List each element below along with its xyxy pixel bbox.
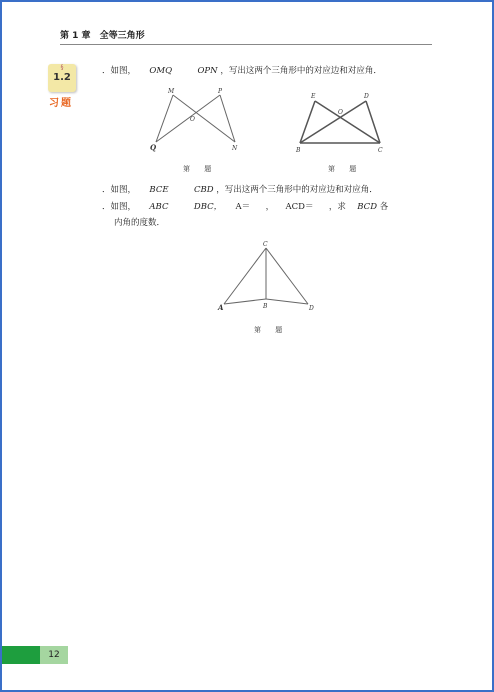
fig2-label-c: C [378, 147, 383, 154]
problem-2-suffix: ，写出这两个三角形中的对应边和对应角． [216, 185, 378, 195]
problem-1-suffix: ，写出这两个三角形中的对应边和对应角． [220, 66, 382, 76]
fig1-label-o: O [190, 116, 195, 123]
fig2-label-b: B [296, 147, 301, 154]
problem-2-triangle-a: BCE [149, 185, 169, 195]
problem-2-prefix: ．如图， [102, 185, 137, 195]
problem-3-line-2: 内角的度数． [114, 218, 166, 228]
fig1-label-p: P [218, 88, 223, 95]
section-tag [48, 64, 76, 92]
problem-3-triangle-a: ABC [149, 202, 169, 212]
page-number: 12 [40, 646, 68, 664]
problem-3-angle-a: A＝ [235, 202, 251, 212]
figure-3-caption: 第 题 [254, 326, 289, 334]
figure-1-caption: 第 题 [183, 165, 218, 173]
fig1-label-m: M [168, 88, 175, 95]
chapter-title: 全等三角形 [99, 31, 145, 41]
fig2-label-o: O [338, 109, 343, 116]
figure-2 [292, 88, 392, 154]
fig2-label-d: D [364, 93, 369, 100]
figure-1 [146, 86, 246, 156]
problem-2-triangle-b: CBD [193, 185, 214, 195]
section-symbol: § [60, 64, 64, 71]
problem-3-triangle-c: BCD [357, 202, 378, 212]
fig3-label-b: B [263, 303, 268, 310]
problem-1 [102, 64, 382, 78]
fig2-label-e: E [311, 93, 316, 100]
fig1-label-n: N [232, 145, 238, 152]
problem-1-prefix: ．如图， [102, 66, 137, 76]
figure-3 [216, 238, 320, 314]
problem-2 [102, 183, 378, 197]
fig1-label-q: Q [150, 143, 157, 152]
problem-3-triangle-b: DBC， [193, 202, 223, 212]
problem-1-triangle-b: OPN [197, 66, 218, 76]
problem-3-ask: ，求 [328, 202, 346, 212]
chapter-header [60, 30, 432, 45]
problem-3-prefix: ．如图， [102, 202, 137, 212]
exercise-label: 习题 [49, 98, 73, 109]
page-number-bar [2, 646, 40, 664]
section-number: 1.2 [53, 72, 71, 83]
figure-2-caption: 第 题 [328, 165, 363, 173]
problem-3-angle-acd: ACD＝ [285, 202, 314, 212]
fig3-label-a: A [218, 303, 224, 312]
problem-3 [102, 200, 388, 214]
problem-3-each: 各 [379, 202, 389, 212]
chapter-number: 第 1 章 [60, 31, 91, 41]
problem-1-triangle-a: OMQ [149, 66, 173, 76]
fig3-label-c: C [263, 241, 268, 248]
problem-3-sep: ， [265, 202, 275, 212]
exercise-badge [44, 60, 78, 110]
fig3-label-d: D [309, 305, 314, 312]
